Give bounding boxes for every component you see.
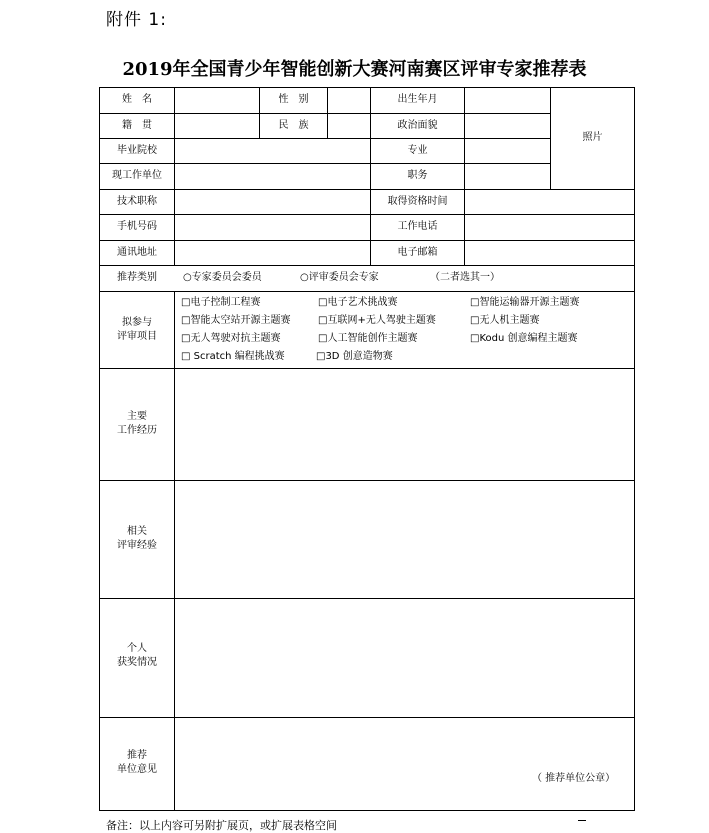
label-experience-line1: 主要 [127,411,147,422]
label-photo: 照片 [582,132,603,143]
category-hint: （二者选其一） [430,272,500,283]
project-checkbox[interactable]: □电子控制工程赛 [181,297,261,308]
form-title: 2019年全国青少年智能创新大赛河南赛区评审专家推荐表 [122,59,587,80]
label-political-status: 政治面貌 [397,120,438,131]
label-position: 职务 [407,170,428,181]
label-review-line2: 评审经验 [117,540,157,551]
project-checkbox[interactable]: □ Scratch 编程挑战赛 [181,351,285,362]
label-ethnicity: 民 族 [278,120,309,131]
page-dash [578,820,586,821]
project-checkbox[interactable]: □人工智能创作主题赛 [318,333,418,344]
table-border [100,88,635,811]
label-awards-line2: 获奖情况 [117,657,157,668]
label-review-line1: 相关 [127,526,147,537]
project-checkbox[interactable]: □Kodu 创意编程主题赛 [470,333,578,344]
label-experience-line2: 工作经历 [117,425,157,436]
label-awards-line1: 个人 [127,643,147,654]
attachment-label: 附件 1: [106,10,167,30]
label-address: 通讯地址 [117,247,157,258]
label-project-line1: 拟参与 [122,317,152,328]
label-native-place: 籍 贯 [122,120,152,131]
project-checkbox[interactable]: □无人驾驶对抗主题赛 [181,333,281,344]
footnote: 备注：以上内容可另附扩展页，或扩展表格空间 [106,819,337,832]
label-school: 毕业院校 [117,145,157,156]
project-checkbox[interactable]: □无人机主题赛 [470,315,540,326]
label-tech-title: 技术职称 [117,196,157,207]
label-work-phone: 工作电话 [397,221,438,232]
stamp-placeholder: （ 推荐单位公章） [532,773,616,784]
project-checkbox[interactable]: □智能太空站开源主题赛 [181,315,291,326]
project-checkbox[interactable]: □智能运输器开源主题赛 [470,297,580,308]
category-option-committee-member[interactable]: ○专家委员会委员 [183,272,262,283]
label-email: 电子邮箱 [397,247,438,258]
label-qualification-time: 取得资格时间 [387,196,448,207]
project-checkbox[interactable]: □电子艺术挑战赛 [318,297,398,308]
label-mobile: 手机号码 [117,221,157,232]
label-birth: 出生年月 [397,94,438,105]
project-checkbox[interactable]: □3D 创意造物赛 [316,351,393,362]
label-major: 专业 [407,145,428,156]
label-gender: 性 别 [278,94,309,105]
label-employer: 现工作单位 [112,170,162,181]
project-checkbox[interactable]: □互联网+无人驾驶主题赛 [318,315,436,326]
category-option-review-expert[interactable]: ○评审委员会专家 [300,272,379,283]
label-category: 推荐类别 [117,272,157,283]
label-project-line2: 评审项目 [117,331,157,342]
label-opinion-line1: 推荐 [127,750,147,761]
label-opinion-line2: 单位意见 [117,764,157,775]
label-name: 姓 名 [122,94,152,105]
